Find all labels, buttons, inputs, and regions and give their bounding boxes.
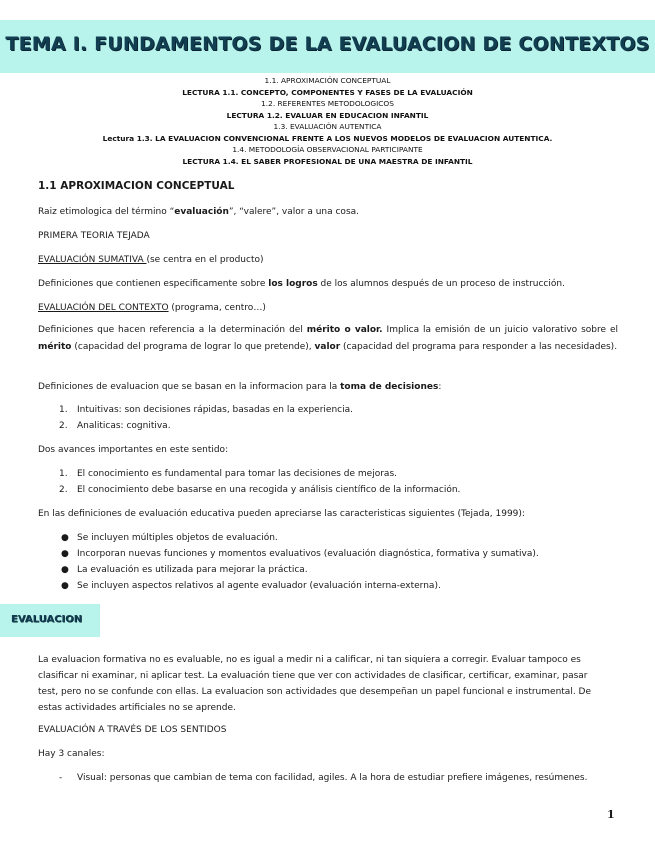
dash-item-text: Visual: personas que cambian de tema con facilidad, agiles. A la hora de estudiar prefiere imágenes, resúmenes.: [77, 773, 588, 783]
section-heading: 1.1 APROXIMACION CONCEPTUAL: [38, 180, 235, 192]
list-item-text: El conocimiento es fundamental para tomar las decisiones de mejoras.: [77, 469, 397, 479]
contexto-def-keyword: mérito o valor.: [306, 325, 383, 335]
list-number: 2.: [59, 421, 68, 431]
table-of-contents: [0, 75, 655, 167]
list-item-text: Intuitivas: son decisiones rápidas, basadas en la experiencia.: [77, 405, 353, 415]
document-title: TEMA I. FUNDAMENTOS DE LA EVALUACION DE CONTEXTOS: [5, 33, 650, 55]
bullet-text: Se incluyen múltiples objetos de evaluación.: [77, 533, 278, 543]
formativa-line: estas actividades artificiales no se aprende.: [38, 703, 236, 713]
canales-intro: Hay 3 canales:: [38, 749, 105, 759]
toc-item: 1.1. APROXIMACIÓN CONCEPTUAL: [264, 76, 391, 85]
list-number: 1.: [59, 405, 68, 415]
contexto-title: EVALUACIÓN DEL CONTEXTO: [38, 303, 169, 313]
sumativa-def-keyword: los logros: [268, 279, 318, 289]
toc-item: LECTURA 1.2. EVALUAR EN EDUCACION INFANTIL: [226, 110, 429, 120]
bullet-icon: ●: [61, 533, 69, 543]
decisiones-text: Definiciones de evaluacion que se basan en la informacion para la: [38, 382, 341, 392]
list-number: 1.: [59, 469, 68, 479]
bullet-icon: ●: [61, 565, 69, 575]
decisiones-keyword: toma de decisiones: [340, 382, 439, 392]
contexto-def-text: Implica la emisión de un juicio valorativo sobre el: [382, 325, 618, 335]
formativa-line: test, pero no se confunde con ellas. La evaluacion son actividades que desempeñan un papel funcional e instrumental. De: [38, 687, 592, 697]
toc-item: LECTURA 1.4. EL SABER PROFESIONAL DE UNA MAESTRA DE INFANTIL: [182, 156, 473, 166]
contexto-def-keyword: mérito: [38, 341, 72, 352]
etymology-text-end: ”, “valere”, valor a una cosa.: [228, 207, 360, 217]
decisiones-text-end: :: [438, 382, 442, 392]
contexto-def-text: Definiciones que hacen referencia a la determinación del: [38, 325, 307, 335]
toc-item: 1.2. REFERENTES METODOLOGICOS: [261, 99, 394, 108]
contexto-def-text: (capacidad del programa para responder a las necesidades).: [340, 341, 618, 352]
sumativa-note: (se centra en el producto): [146, 255, 264, 265]
bullet-icon: ●: [61, 581, 69, 591]
contexto-def-text: (capacidad del programa de lograr lo que pretende),: [71, 341, 315, 352]
toc-item: 1.4. METODOLOGÍA OBSERVACIONAL PARTICIPANTE: [232, 145, 423, 154]
formativa-line: clasificar ni examinar, ni aplicar test. La evaluación tiene que ver con actividades de clasificar, certificar, examinar, pasar: [38, 671, 588, 681]
list-item-text: Analiticas: cognitiva.: [77, 421, 171, 431]
formativa-line: La evaluacion formativa no es evaluable, no es igual a medir ni a calificar, ni tan siquiera a corregir. Evaluar tampoco es: [38, 655, 581, 665]
sumativa-definition: [38, 278, 565, 290]
etymology-keyword: evaluación: [174, 207, 229, 217]
list-item-text: El conocimiento debe basarse en una recogida y análisis científico de la información.: [77, 485, 461, 495]
decisiones-paragraph: [38, 381, 441, 393]
page-number: 1: [607, 808, 615, 821]
avances-intro: Dos avances importantes en este sentido:: [38, 445, 229, 455]
contexto-definition: [38, 322, 618, 355]
sumativa-def-text-end: de los alumnos después de un proceso de instrucción.: [317, 279, 565, 289]
primera-teoria-heading: PRIMERA TEORIA TEJADA: [38, 231, 150, 241]
bullet-text: Incorporan nuevas funciones y momentos evaluativos (evaluación diagnóstica, formativa y sumativa).: [77, 549, 539, 559]
sentidos-heading: EVALUACIÓN A TRAVÉS DE LOS SENTIDOS: [38, 725, 227, 735]
toc-item: Lectura 1.3. LA EVALUACION CONVENCIONAL FRENTE A LOS NUEVOS MODELOS DE EVALUACION AUTENTICA.: [102, 133, 553, 143]
toc-item: 1.3. EVALUACIÓN AUTENTICA: [273, 122, 382, 131]
bullet-text: La evaluación es utilizada para mejorar la práctica.: [77, 565, 308, 575]
toc-item: LECTURA 1.1. CONCEPTO, COMPONENTES Y FASES DE LA EVALUACIÓN: [182, 87, 473, 97]
sumativa-heading: [38, 254, 264, 266]
etymology-text: Raiz etimologica del término “: [38, 207, 175, 217]
list-number: 2.: [59, 485, 68, 495]
bullet-text: Se incluyen aspectos relativos al agente evaluador (evaluación interna-externa).: [77, 581, 441, 591]
sumativa-title: EVALUACIÓN SUMATIVA: [38, 255, 147, 265]
caracteristicas-intro: En las definiciones de evaluación educativa pueden apreciarse las caracteristicas siguientes (Tejada, 1999):: [38, 509, 525, 519]
contexto-def-keyword: valor: [314, 341, 341, 352]
etymology-paragraph: [38, 206, 359, 218]
sumativa-def-text: Definiciones que contienen especificamente sobre: [38, 279, 269, 289]
evaluacion-tag-label: EVALUACION: [11, 614, 83, 625]
bullet-icon: ●: [61, 549, 69, 559]
contexto-heading: [38, 302, 266, 314]
dash-icon: -: [59, 773, 63, 783]
contexto-note: (programa, centro…): [168, 303, 266, 313]
